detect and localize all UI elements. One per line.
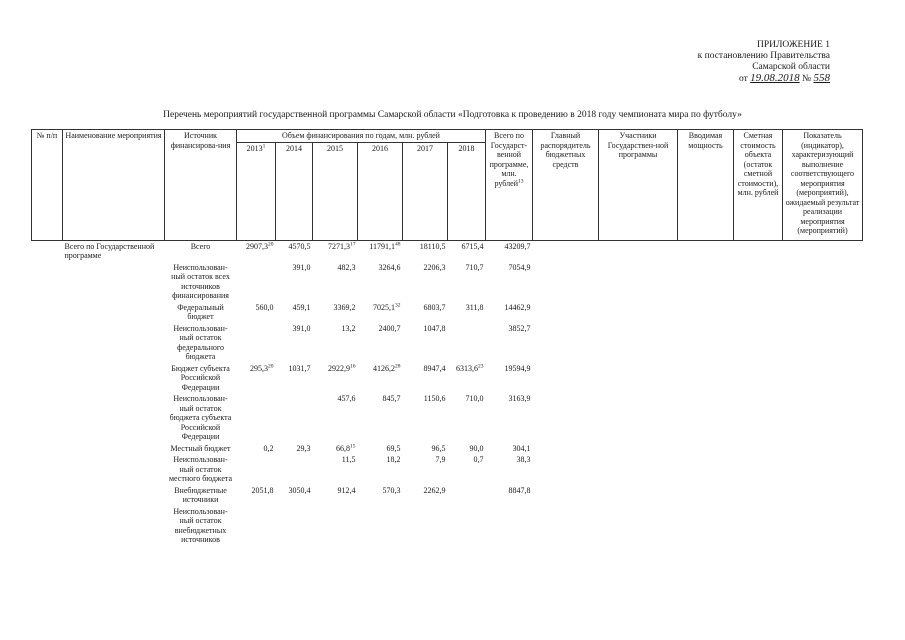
cell-num <box>32 506 63 546</box>
cell-name <box>63 443 165 455</box>
cell-2017: 96,5 <box>431 443 446 453</box>
cell-total: 19594,9 <box>504 363 531 373</box>
cell-capacity <box>678 393 734 443</box>
cell-2013: 0,2 <box>263 443 274 453</box>
table-row <box>32 363 863 394</box>
cell-2014: 3050,4 <box>288 485 311 495</box>
cell-source: Неиспользован-ный остаток бюджета субъекта Российской Федерации <box>169 394 232 441</box>
cell-indicator <box>783 240 863 262</box>
cell-2016: 2400,7 <box>378 323 401 333</box>
cell-source: Внебюджетные источники <box>174 485 227 504</box>
cell-participants <box>599 443 678 455</box>
cell-2013 <box>237 393 276 443</box>
cell-capacity <box>678 506 734 546</box>
cell-source: Всего <box>190 241 211 251</box>
cell-2013: 2051,8 <box>251 485 274 495</box>
table-row <box>32 454 863 485</box>
cell-2015: 3369,2 <box>333 302 356 312</box>
cell-estimate <box>734 443 783 455</box>
cell-estimate <box>734 393 783 443</box>
cell-2018: 6313,6$^{23}$ <box>456 362 484 373</box>
cell-total: 14462,9 <box>504 302 531 312</box>
cell-2014 <box>276 393 313 443</box>
cell-estimate <box>734 485 783 506</box>
cell-2016: 7025,1$^{32}$ <box>373 301 401 312</box>
cell-manager <box>533 443 599 455</box>
header-2018: 2018 <box>448 142 486 240</box>
cell-2017: 1047,8 <box>423 323 446 333</box>
cell-source: Федеральный бюджет <box>177 302 224 321</box>
cell-manager <box>533 240 599 262</box>
cell-2013: 2907,3$^{20}$ <box>246 240 274 251</box>
cell-capacity <box>678 485 734 506</box>
cell-num <box>32 302 63 323</box>
cell-manager <box>533 454 599 485</box>
cell-total: 3852,7 <box>508 323 531 333</box>
cell-name <box>63 323 165 363</box>
cell-2014: 1031,7 <box>288 363 311 373</box>
cell-total: 3163,9 <box>508 394 531 403</box>
cell-capacity <box>678 454 734 485</box>
cell-2014: 391,0 <box>292 262 311 272</box>
cell-name <box>63 454 165 485</box>
cell-participants <box>599 485 678 506</box>
cell-2015: 11,5 <box>341 455 356 464</box>
header-manager: Главный распорядитель бюджетных средств <box>533 130 599 241</box>
cell-2015 <box>313 506 358 546</box>
header-total: Всего по Государст-венной программе, млн. рублей$^{13}$ <box>486 130 533 241</box>
appendix-title: ПРИЛОЖЕНИЕ 1 <box>756 40 830 50</box>
cell-estimate <box>734 240 783 262</box>
cell-estimate <box>734 363 783 394</box>
cell-manager <box>533 393 599 443</box>
cell-2018: 6715,4 <box>461 241 484 251</box>
cell-total: 304,1 <box>512 443 531 453</box>
header-capacity: Вводимая мощность <box>678 130 734 241</box>
cell-participants <box>599 393 678 443</box>
appendix-no-label: № <box>802 74 812 84</box>
cell-source: Неиспользован-ный остаток федерального бюджета <box>173 323 228 361</box>
cell-2015: 457,6 <box>337 394 356 403</box>
cell-2018 <box>448 506 486 546</box>
cell-2017 <box>403 506 448 546</box>
cell-2018: 311,8 <box>465 302 484 312</box>
cell-indicator <box>783 363 863 394</box>
cell-total: 43209,7 <box>504 241 531 251</box>
cell-num <box>32 393 63 443</box>
cell-capacity <box>678 262 734 302</box>
cell-2015: 912,4 <box>337 485 356 495</box>
header-2013: 2013$^1$ <box>237 142 276 240</box>
cell-participants <box>599 323 678 363</box>
cell-num <box>32 240 63 262</box>
cell-2013 <box>237 506 276 546</box>
cell-2015: 7271,3$^{17}$ <box>328 240 356 251</box>
cell-indicator <box>783 506 863 546</box>
cell-2017: 8947,4 <box>423 363 446 373</box>
cell-capacity <box>678 302 734 323</box>
cell-manager <box>533 506 599 546</box>
cell-num <box>32 485 63 506</box>
cell-capacity <box>678 363 734 394</box>
cell-num <box>32 323 63 363</box>
cell-2018: 90,0 <box>469 443 484 453</box>
cell-indicator <box>783 393 863 443</box>
cell-estimate <box>734 302 783 323</box>
cell-2015: 13,2 <box>341 323 356 333</box>
cell-2013 <box>237 262 276 302</box>
table-row <box>32 302 863 323</box>
header-participants: Участники Государствен-ной программы <box>599 130 678 241</box>
table-row <box>32 323 863 363</box>
cell-2017: 6803,7 <box>423 302 446 312</box>
cell-total <box>486 506 533 546</box>
cell-indicator <box>783 262 863 302</box>
measures-table <box>31 129 863 546</box>
cell-2013: 295,3$^{20}$ <box>250 362 274 373</box>
cell-manager <box>533 302 599 323</box>
appendix-date-line <box>660 73 830 85</box>
cell-2013: 560,0 <box>255 302 274 312</box>
appendix-line1: к постановлению Правительства <box>697 51 830 61</box>
header-indicator: Показатель (индикатор), характеризующий выполнение соответствующего мероприятия (мероприятий), ожидаемый результат реализации мероприятия (мероприятий) <box>783 130 863 241</box>
cell-manager <box>533 323 599 363</box>
cell-capacity <box>678 240 734 262</box>
cell-participants <box>599 302 678 323</box>
cell-num <box>32 363 63 394</box>
cell-participants <box>599 262 678 302</box>
cell-2013 <box>237 323 276 363</box>
cell-2017: 7,9 <box>435 455 446 464</box>
cell-source: Бюджет субъекта Российской Федерации <box>171 363 230 392</box>
cell-indicator <box>783 323 863 363</box>
table-row <box>32 393 863 443</box>
cell-2018: 0,7 <box>473 455 484 464</box>
cell-estimate <box>734 262 783 302</box>
cell-2018 <box>448 485 486 506</box>
cell-name <box>63 302 165 323</box>
cell-estimate <box>734 454 783 485</box>
cell-num <box>32 262 63 302</box>
cell-num <box>32 443 63 455</box>
cell-capacity <box>678 443 734 455</box>
cell-2014: 29,3 <box>296 443 311 453</box>
cell-indicator <box>783 302 863 323</box>
cell-estimate <box>734 506 783 546</box>
cell-2016: 4126,2$^{28}$ <box>373 362 401 373</box>
header-num: № п/п <box>32 130 63 241</box>
header-name: Наименование мероприятия <box>63 130 165 241</box>
appendix-date: 19.08.2018 <box>750 72 800 84</box>
cell-manager <box>533 363 599 394</box>
table-row <box>32 485 863 506</box>
table-row <box>32 240 863 262</box>
cell-2015: 482,3 <box>337 262 356 272</box>
cell-2014 <box>276 454 313 485</box>
appendix-line2: Самарской области <box>752 62 830 72</box>
cell-participants <box>599 454 678 485</box>
table-row <box>32 262 863 302</box>
cell-total: 8847,8 <box>508 485 531 495</box>
document-title: Перечень мероприятий государственной программы Самарской области «Подготовка к проведению в 2018 году чемпионата мира по футболу» <box>163 110 742 120</box>
cell-total: 38,3 <box>516 455 531 464</box>
cell-2018: 710,7 <box>465 262 484 272</box>
cell-source: Неиспользован-ный остаток местного бюджета <box>168 455 233 483</box>
cell-name <box>63 506 165 546</box>
cell-2014 <box>276 506 313 546</box>
cell-name: Всего по Государственной программе <box>64 241 155 260</box>
cell-name <box>63 262 165 302</box>
cell-source: Местный бюджет <box>170 443 231 453</box>
cell-name <box>63 363 165 394</box>
appendix-from: от <box>739 74 748 84</box>
cell-2016 <box>358 506 403 546</box>
cell-2018: 710,0 <box>465 394 484 403</box>
cell-source: Неиспользован-ный остаток внебюджетных источников <box>173 506 228 544</box>
cell-estimate <box>734 323 783 363</box>
cell-2016: 69,5 <box>386 443 401 453</box>
cell-indicator <box>783 485 863 506</box>
cell-name <box>63 485 165 506</box>
cell-participants <box>599 240 678 262</box>
cell-2014: 4570,5 <box>288 241 311 251</box>
header-estimate: Сметная стоимость объекта (остаток сметной стоимости), млн. рублей <box>734 130 783 241</box>
table-row <box>32 506 863 546</box>
cell-participants <box>599 506 678 546</box>
cell-indicator <box>783 443 863 455</box>
header-2017: 2017 <box>403 142 448 240</box>
cell-2017: 1150,6 <box>423 394 446 403</box>
cell-2016: 11791,1$^{48}$ <box>369 240 401 251</box>
cell-2016: 18,2 <box>386 455 401 464</box>
table-row <box>32 443 863 455</box>
cell-2017: 18110,5 <box>419 241 446 251</box>
header-2014: 2014 <box>276 142 313 240</box>
appendix-block <box>660 40 830 85</box>
cell-manager <box>533 485 599 506</box>
cell-total: 7054,9 <box>508 262 531 272</box>
cell-2018 <box>448 323 486 363</box>
cell-num <box>32 454 63 485</box>
cell-source: Неиспользован-ный остаток всех источников финансирования <box>171 262 230 300</box>
cell-capacity <box>678 323 734 363</box>
cell-2015: 66,8$^{15}$ <box>336 442 356 453</box>
header-2016: 2016 <box>358 142 403 240</box>
cell-2017: 2206,3 <box>423 262 446 272</box>
appendix-number: 558 <box>813 72 830 84</box>
cell-name <box>63 393 165 443</box>
cell-2016: 3264,6 <box>378 262 401 272</box>
cell-2015: 2922,9$^{16}$ <box>328 362 356 373</box>
cell-2016: 570,3 <box>382 485 401 495</box>
cell-2014: 391,0 <box>292 323 311 333</box>
cell-manager <box>533 262 599 302</box>
header-2015: 2015 <box>313 142 358 240</box>
cell-indicator <box>783 454 863 485</box>
header-source: Источник финансирова-ния <box>165 130 237 241</box>
header-volume: Объем финансирования по годам, млн. рублей <box>237 130 486 143</box>
cell-2014: 459,1 <box>292 302 311 312</box>
cell-2013 <box>237 454 276 485</box>
cell-participants <box>599 363 678 394</box>
cell-2017: 2262,9 <box>423 485 446 495</box>
cell-2016: 845,7 <box>382 394 401 403</box>
